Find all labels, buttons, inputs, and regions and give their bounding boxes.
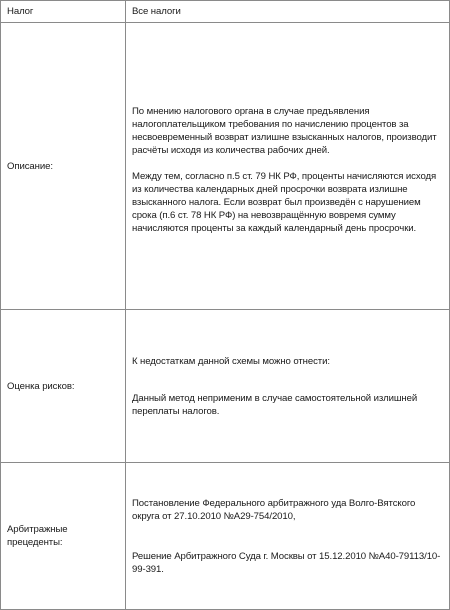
description-label: Описание:: [1, 23, 126, 310]
precedents-content: [126, 463, 450, 610]
risk-paragraph: К недостаткам данной схемы можно отнести:: [132, 355, 330, 367]
description-content: [126, 23, 450, 310]
precedent-item: Постановление Федерального арбитражного уда Волго-Вятского округа от 27.10.2010 №А29-754/2010,: [132, 497, 416, 522]
risk-paragraph: Данный метод неприменим в случае самостоятельной излишней переплаты налогов.: [132, 392, 418, 417]
risk-assessment-label: Оценка рисков:: [1, 310, 126, 463]
table-row-precedents: [1, 463, 450, 610]
precedent-item: Решение Арбитражного Суда г. Москвы от 15.12.2010 №А40-79113/10-99-391.: [132, 550, 441, 575]
table-header-row: [1, 1, 450, 23]
description-paragraph: Между тем, согласно п.5 ст. 79 НК РФ, проценты начисляются исходя из количества календарных дней просрочки возврата излишне взысканного налога. Если возврат был произведён с нарушением срока (п.6 ст. 78 НК РФ) на невозвращённую вовремя сумму начисляются проценты за каждый календарный день просрочки.: [132, 171, 437, 234]
header-tax-value: Все налоги: [126, 1, 450, 23]
table-row-description: [1, 23, 450, 310]
table-row-risk-assessment: [1, 310, 450, 463]
precedents-label: Арбитражные прецеденты:: [1, 463, 126, 610]
description-paragraph: По мнению налогового органа в случае предъявления налогоплательщиком требования по начислению процентов за несвоевременный возврат излишне взысканных налогов, производит расчёты исходя из количества рабочих дней.: [132, 106, 437, 156]
risk-assessment-content: [126, 310, 450, 463]
header-tax-label: Налог: [1, 1, 126, 23]
